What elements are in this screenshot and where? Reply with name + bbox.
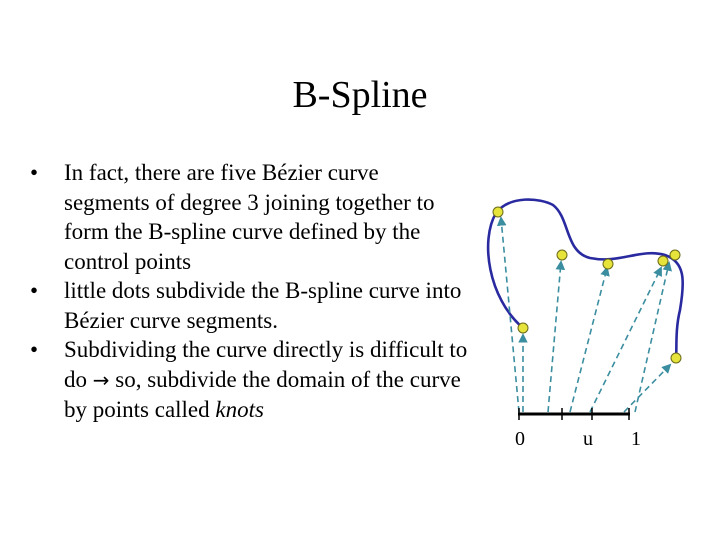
curve-point: [670, 250, 680, 260]
domain-label-1: 1: [631, 428, 641, 450]
mapping-arrow: [548, 262, 561, 412]
slide-title: B-Spline: [292, 74, 428, 116]
bullet-text: little dots subdivide the B-spline curve into Bézier curve segments.: [64, 278, 462, 333]
curve-point: [603, 259, 613, 269]
bullet-dot-icon: •: [30, 160, 39, 185]
curve-point: [658, 256, 668, 266]
bullet-list: [30, 158, 470, 425]
mapping-arrow: [624, 365, 670, 412]
curve-point: [493, 207, 503, 217]
bullet-text-part: so, subdivide the domain of the curve by points called: [64, 366, 461, 422]
knots-term: knots: [215, 397, 264, 422]
curve-point: [518, 323, 528, 333]
domain-label-0: 0: [515, 428, 525, 450]
bullet-dot-icon: •: [30, 337, 39, 362]
curve-point: [671, 353, 681, 363]
domain-label-u: u: [583, 428, 593, 450]
right-arrow-icon: →: [92, 367, 110, 392]
bspline-curve: [488, 200, 683, 358]
mapping-arrows: [501, 218, 670, 412]
bullet-text: In fact, there are five Bézier curve segments of degree 3 joining together to form the B-spline curve defined by the control points: [64, 160, 435, 274]
curve-point: [557, 250, 567, 260]
bullet-item: [30, 276, 470, 335]
bullet-text-part: Subdividing the curve directly is difficult to do: [64, 337, 468, 392]
bullet-item: [30, 335, 470, 425]
mapping-arrow: [590, 268, 661, 412]
bullet-item: [30, 158, 470, 276]
bspline-diagram: [470, 180, 710, 455]
bullet-dot-icon: •: [30, 278, 39, 303]
